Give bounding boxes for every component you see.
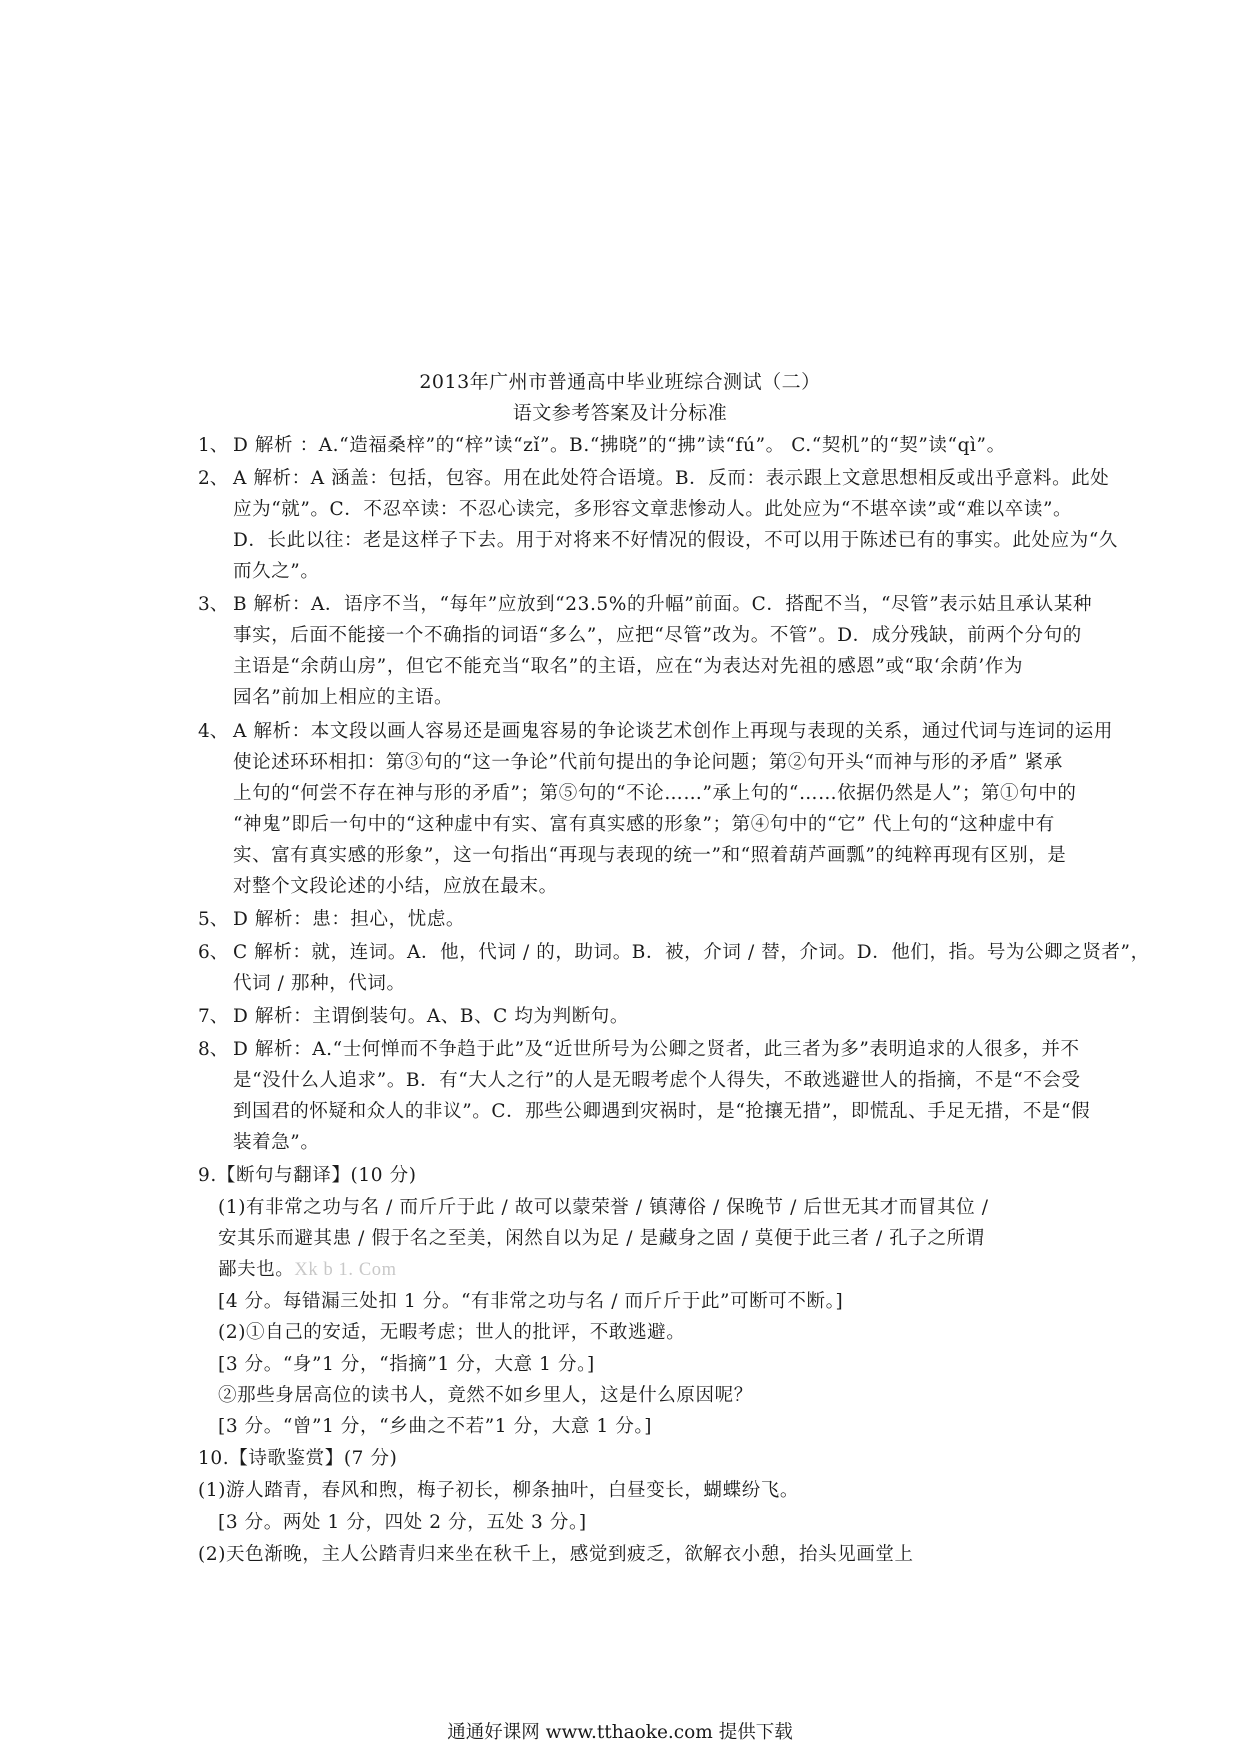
- q9-line-3: 鄙夫也。: [218, 1259, 295, 1280]
- answer-6-number: 6、: [198, 942, 229, 963]
- q9-line-3-wrap: [218, 1255, 397, 1281]
- q9-line-7: ②那些身居高位的读书人，竟然不如乡里人，这是什么原因呢？: [218, 1385, 753, 1406]
- answer-8-number: 8、: [198, 1039, 229, 1060]
- q10-line-1: (1)游人踏青，春风和煦，梅子初长，柳条抽叶，白昼变长，蝴蝶纷飞。: [198, 1480, 800, 1501]
- answer-6-line-1: C 解析：就，连词。A．他，代词 / 的，助词。B．被，介词 / 替，介词。D．他们，指。号为公卿之贤者”，: [233, 942, 1150, 963]
- q10-line-2: [3 分。两处 1 分，四处 2 分，五处 3 分。]: [218, 1512, 587, 1533]
- page-title: 2013年广州市普通高中毕业班综合测试（二）: [419, 371, 821, 393]
- answer-4-line-2: 使论述环环相扣：第③句的“这一争论”代前句提出的争论问题；第②句开头“而神与形的矛盾” 紧承: [233, 752, 1063, 773]
- q9-line-2: 安其乐而避其患 / 假于名之至美，闲然自以为足 / 是藏身之固 / 莫便于此三者 / 孔子之所谓: [218, 1228, 985, 1249]
- answer-4-line-5: 实、富有真实感的形象”，这一句指出“再现与表现的统一”和“照着葫芦画瓢”的纯粹再现有区别，是: [233, 845, 1067, 866]
- answer-4-number: 4、: [198, 721, 229, 742]
- answer-1-line-1: D 解析 ：A.“造福桑梓”的“梓”读“zǐ”。B.“拂晓”的“拂”读“fú”。 C.“契机”的“契”读“qì”。: [233, 435, 1006, 456]
- answer-7-line-1: D 解析：主谓倒装句。A、B、C 均为判断句。: [233, 1006, 630, 1027]
- q10-line-3: (2)天色渐晚，主人公踏青归来坐在秋千上，感觉到疲乏，欲解衣小憩，抬头见画堂上: [198, 1544, 914, 1565]
- answer-2-line-3: D．长此以往：老是这样子下去。用于对将来不好情况的假设，不可以用于陈述已有的事实。此处应为“久: [233, 530, 1118, 551]
- answer-4-line-1: A 解析：本文段以画人容易还是画鬼容易的争论谈艺术创作上再现与表现的关系，通过代词与连词的运用: [233, 721, 1113, 742]
- answer-1-number: 1、: [198, 435, 229, 456]
- answer-2-line-1: A 解析：A 涵盖：包括，包容。用在此处符合语境。B．反而：表示跟上文意思想相反或出乎意料。此处: [233, 468, 1110, 489]
- answer-3-line-1: B 解析：A．语序不当，“每年”应放到“23.5%的升幅”前面。C．搭配不当，“尽管”表示姑且承认某种: [233, 594, 1093, 615]
- answer-8-line-4: 装着急”。: [233, 1132, 320, 1153]
- q9-line-5: (2)①自己的安适，无暇考虑；世人的批评，不敢逃避。: [218, 1322, 686, 1343]
- answer-6-line-2: 代词 / 那种，代词。: [233, 973, 406, 994]
- page-subtitle: 语文参考答案及计分标准: [512, 402, 728, 424]
- q9-line-1: (1)有非常之功与名 / 而斤斤于此 / 故可以蒙荣誉 / 镇薄俗 / 保晚节 / 后世无其才而冒其位 /: [218, 1197, 989, 1218]
- answer-2-line-2: 应为“就”。C．不忍卒读：不忍心读完，多形容文章悲惨动人。此处应为“不堪卒读”或“难以卒读”。: [233, 499, 1073, 520]
- answer-2-line-4: 而久之”。: [233, 561, 320, 582]
- answer-3-line-4: 园名”前加上相应的主语。: [233, 687, 454, 708]
- q9-heading: 9.【断句与翻译】(10 分): [198, 1165, 417, 1186]
- q9-line-6: [3 分。“身”1 分，“指摘”1 分，大意 1 分。]: [218, 1354, 595, 1375]
- answer-4-line-3: 上句的“何尝不存在神与形的矛盾”；第⑤句的“不论……”承上句的“……依据仍然是人”；第①句中的: [233, 783, 1077, 804]
- page-footer: 通通好课网 www.tthaoke.com 提供下载: [447, 1722, 793, 1743]
- q9-line-4: [4 分。每错漏三处扣 1 分。“有非常之功与名 / 而斤斤于此”可断可不断。]: [218, 1291, 844, 1312]
- answer-8-line-1: D 解析：A.“士何惮而不争趋于此”及“近世所号为公卿之贤者，此三者为多”表明追求的人很多，并不: [233, 1039, 1080, 1060]
- answer-4-line-4: “神鬼”即后一句中的“这种虚中有实、富有真实感的形象”；第④句中的“它” 代上句的“这种虚中有: [233, 814, 1055, 835]
- answer-8-line-2: 是“没什么人追求”。B．有“大人之行”的人是无暇考虑个人得失，不敢逃避世人的指摘，不是“不会受: [233, 1070, 1081, 1091]
- answer-5-number: 5、: [198, 909, 229, 930]
- answer-7-number: 7、: [198, 1006, 229, 1027]
- answer-3-number: 3、: [198, 594, 229, 615]
- answer-2-number: 2、: [198, 468, 229, 489]
- answer-3-line-3: 主语是“余荫山房”，但它不能充当“取名”的主语，应在“为表达对先祖的感恩”或“取‘余荫’作为: [233, 656, 1024, 677]
- watermark: Xk b 1. Com: [294, 1260, 397, 1280]
- answer-5-line-1: D 解析：患：担心，忧虑。: [233, 909, 466, 930]
- answer-4-line-6: 对整个文段论述的小结，应放在最末。: [233, 876, 558, 897]
- answer-8-line-3: 到国君的怀疑和众人的非议”。C．那些公卿遇到灾祸时，是“抢攘无措”，即慌乱、手足无措，不是“假: [233, 1101, 1091, 1122]
- answer-3-line-2: 事实，后面不能接一个不确指的词语“多么”，应把“尽管”改为。不管”。D．成分残缺，前两个分句的: [233, 625, 1082, 646]
- q9-line-8: [3 分。“曾”1 分，“乡曲之不若”1 分，大意 1 分。]: [218, 1416, 653, 1437]
- q10-heading: 10.【诗歌鉴赏】(7 分): [198, 1448, 398, 1469]
